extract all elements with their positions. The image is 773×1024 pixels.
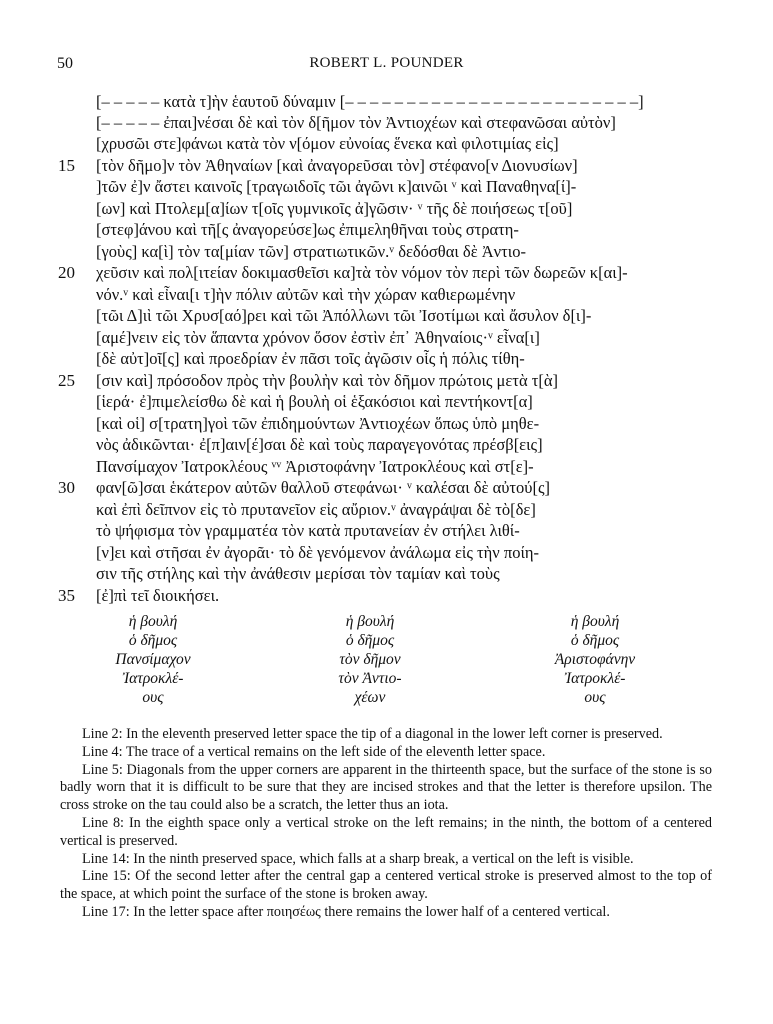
line-number: 30 xyxy=(58,478,75,497)
crown-center xyxy=(305,612,435,707)
line-text: [ἱερά· ἐ]πιμελείσθω δὲ καὶ ἡ βουλὴ οἱ ἑξακόσιοι καὶ πεντήκοντ[α] xyxy=(96,392,533,411)
crown-line: ἡ βουλή xyxy=(570,613,620,630)
line-number: 35 xyxy=(58,586,75,605)
page-number: 50 xyxy=(57,55,73,72)
line-text: φαν[ῶ]σαι ἑκάτερον αὐτῶν θαλλοῦ στεφάνωι· ᵛ καλέσαι δὲ αὐτού[ς] xyxy=(96,478,550,497)
inscription-line xyxy=(58,562,500,586)
epigraphical-notes xyxy=(60,726,712,922)
line-text: [γοὺς] κα[ὶ] τὸν τα[μίαν τῶν] στρατιωτικῶν.ᵛ δεδόσθαι δὲ Ἀντιο- xyxy=(96,242,526,261)
crown-line: Ἰατροκλέ- xyxy=(122,670,184,687)
line-text: [σιν καὶ] πρόσοδον πρὸς τὴν βουλὴν καὶ τὸν δῆμον πρώτοις μετὰ τ[ὰ] xyxy=(96,371,558,390)
inscription-line xyxy=(58,218,519,242)
crown-left xyxy=(88,612,218,707)
line-text: καὶ ἐπὶ δεῖπνον εἰς τὸ πρυτανεῖον εἰς αὔριον.ᵛ ἀναγράψαι δὲ τὸ[δε] xyxy=(96,500,536,519)
line-text: [ν]ει καὶ στῆσαι ἐν ἀγορᾶι· τὸ δὲ γενόμενον ἀνάλωμα εἰς τὴν ποίη- xyxy=(96,543,540,562)
line-text: [ων] καὶ Πτολεμ[α]ίων τ[οῖς γυμνικοῖς ἀ]γῶσιν· ᵛ τῆς δὲ ποιήσεως τ[οῦ] xyxy=(96,199,573,218)
line-text: [– – – – – ἐπαι]νέσαι δὲ καὶ τὸν δ[ῆμον τὸν Ἀντιοχέων καὶ στεφανῶσαι αὐτὸν] xyxy=(96,113,616,132)
inscription-line xyxy=(58,584,219,608)
inscription-line xyxy=(58,476,550,500)
inscription-line xyxy=(58,304,591,328)
note-line-15: Line 15: Of the second letter after the central gap a centered vertical stroke is preserved almost to the top of the space, at which point the surface of the stone is broken away. xyxy=(60,868,712,903)
line-text: [τὸν δῆμο]ν τὸν Ἀθηναίων [καὶ ἀναγορεῦσαι τὸν] στέφανο[ν Διονυσίων] xyxy=(96,156,578,175)
crown-line: ὁ δῆμος xyxy=(570,632,620,649)
crown-line: Ἀριστοφάνην xyxy=(554,651,636,668)
crown-line: τὸν Ἀντιο- xyxy=(338,670,402,687)
crown-line: ἡ βουλή xyxy=(345,613,395,630)
line-text: [στεφ]άνου καὶ τῆ[ς ἀναγορεύσε]ως ἐπιμεληθῆναι τοὺς στρατη- xyxy=(96,220,519,239)
crown-line: τὸν δῆμον xyxy=(339,651,401,668)
note-line-8: Line 8: In the eighth space only a vertical stroke on the left remains; in the ninth, the bottom of a centered vertical is preserved. xyxy=(60,814,712,849)
crown-line: ους xyxy=(584,689,606,706)
line-text: νὸς ἀδικῶνται· ἐ[π]αιν[έ]σαι δὲ καὶ τοὺς παραγεγονότας πρέσβ[εις] xyxy=(96,435,543,454)
line-text: χεῦσιν καὶ πολ[ιτείαν δοκιμασθεῖσι κα]τὰ τὸν νόμον τὸν περὶ τῶν δωρεῶν κ[αι]- xyxy=(96,263,628,282)
line-text: ]τῶν ἐ]ν ἄστει καινοῖς [τραγωιδοῖς τῶι ἀγῶνι κ]αινῶι ᵛ καὶ Παναθηνα[ί]- xyxy=(96,177,577,196)
note-line-2: Line 2: In the eleventh preserved letter space the tip of a diagonal in the lower left corner is preserved. xyxy=(82,726,663,742)
line-text: τὸ ψήφισμα τὸν γραμματέα τὸν κατὰ πρυτανείαν ἐν στήλει λιθί- xyxy=(96,521,520,540)
inscription-line xyxy=(58,261,628,285)
inscription-line xyxy=(58,390,533,414)
line-text: [καὶ οἱ] σ[τρατη]γοὶ τῶν ἐπιδημούντων Ἀντιοχέων ὅπως ὑπὸ μηθε- xyxy=(96,414,540,433)
line-text: [αμέ]νειν εἰς τὸν ἅπαντα χρόνον ὅσον ἐστὶν ἐπ᾽ Ἀθηναίοις·ᵛ εἶνα[ι] xyxy=(96,328,540,347)
crown-right xyxy=(520,612,670,707)
line-text: νόν.ᵛ καὶ εἶναι[ι τ]ὴν πόλιν αὐτῶν καὶ τὴν χώραν καθιερωμένην xyxy=(96,285,516,304)
page-header xyxy=(0,55,773,79)
line-text: [ἐ]πὶ τεῖ διοικήσει. xyxy=(96,586,220,605)
line-number: 25 xyxy=(58,371,75,390)
running-head: ROBERT L. POUNDER xyxy=(309,55,464,71)
inscription-line xyxy=(58,132,559,156)
line-text: Πανσίμαχον Ἰατροκλέους ᵛᵛ Ἀριστοφάνην Ἰατροκλέους καὶ στ[ε]- xyxy=(96,457,534,476)
line-number: 20 xyxy=(58,263,75,282)
crown-line: ἡ βουλή xyxy=(128,613,178,630)
inscription-line xyxy=(58,519,520,543)
note-line-14: Line 14: In the ninth preserved space, which falls at a sharp break, a vertical on the left is visible. xyxy=(82,850,634,867)
crown-line: Πανσίμαχον xyxy=(115,651,191,668)
crown-line: Ἰατροκλέ- xyxy=(564,670,626,687)
line-text: σιν τῆς στήλης καὶ τὴν ἀνάθεσιν μερίσαι τὸν ταμίαν καὶ τοὺς xyxy=(96,564,500,583)
line-text: [δὲ αὐτ]οῖ[ς] καὶ προεδρίαν ἐν πᾶσι τοῖς ἀγῶσιν οἷς ἡ πόλις τίθη- xyxy=(96,349,525,368)
line-text: [χρυσῶι στε]φάνωι κατὰ τὸν ν[όμον εὐνοίας ἕνεκα καὶ φιλοτιμίας εἰς] xyxy=(96,134,559,153)
inscription-line xyxy=(58,433,543,457)
note-line-4: Line 4: The trace of a vertical remains on the left side of the eleventh letter space. xyxy=(82,743,546,760)
crown-line: ὁ δῆμος xyxy=(128,632,178,649)
line-text: [– – – – – κατὰ τ]ὴν ἑαυτοῦ δύναμιν [– – – – – – – – – – – – – – – – – – – – – – – –] xyxy=(96,92,644,111)
note-line-17: Line 17: In the letter space after ποιησέως there remains the lower half of a centered vertical. xyxy=(82,903,610,920)
crown-line: ους xyxy=(142,689,164,706)
crown-line: χέων xyxy=(354,689,386,706)
inscription-line xyxy=(58,175,576,199)
line-text: [τῶι Δ]ιὶ τῶι Χρυσ[αό]ρει καὶ τῶι Ἀπόλλωνι τῶι Ἰσοτίμωι καὶ ἄσυλον δ[ι]- xyxy=(96,306,592,325)
crown-line: ὁ δῆμος xyxy=(345,632,395,649)
inscription-line xyxy=(58,347,525,371)
note-line-5: Line 5: Diagonals from the upper corners are apparent in the thirteenth space, but the surface of the stone is so badly worn that it is difficult to be sure that they are incised strokes and that the letter is therefore upsilon. The cross stroke on the tau could also be a scratch, the letter thus an iota. xyxy=(60,761,712,814)
line-number: 15 xyxy=(58,156,75,175)
